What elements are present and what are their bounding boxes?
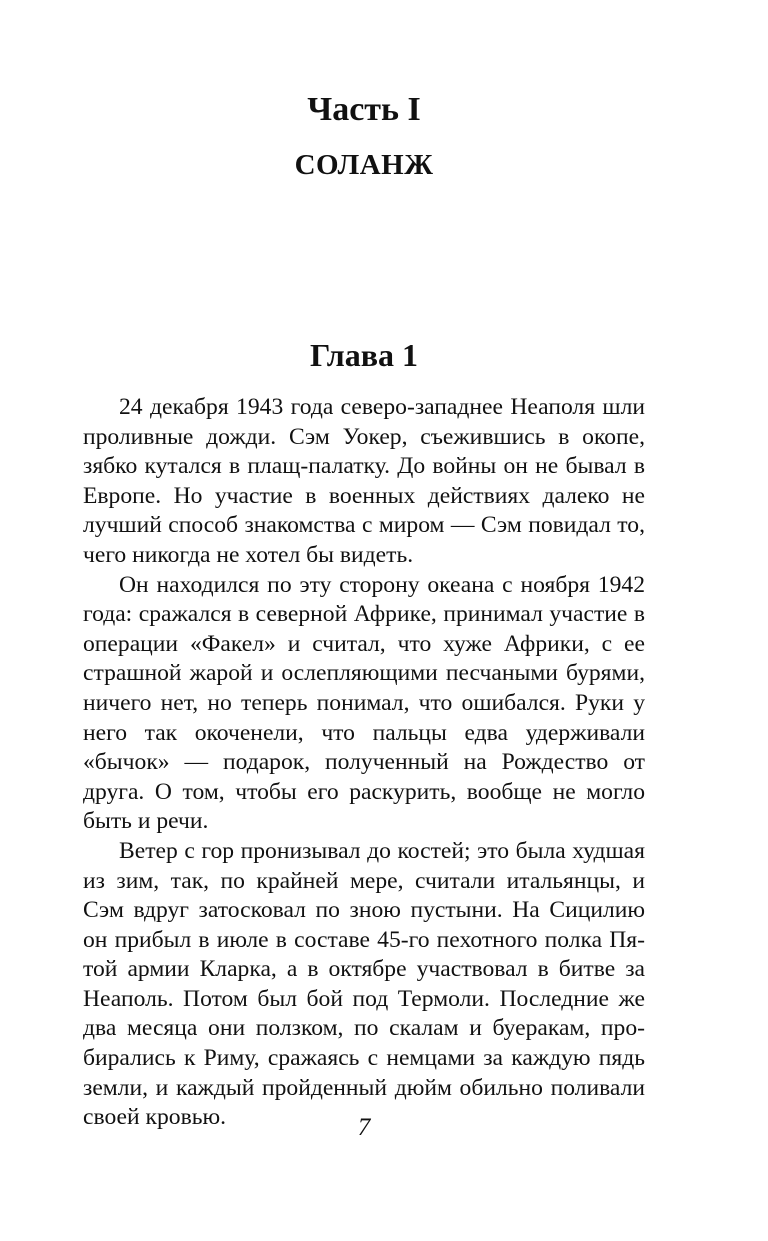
page-number: 7 [357,1114,371,1141]
paragraph-2: Он находился по эту сторону океана с ноября 1942 года: сражался в северной Африке, принимал участие в операции «Факел» и считал, что хуже Африки, с ее страшной жарой и ослепляющими песчаными бурями, ничего нет, но теперь понимал, что ошибался. Руки у него так окоченели, что пальцы едва удерживали «бычок» — подарок, полученный на Рождество от друга. О том, чтобы его раскурить, вообще не могло быть и речи. [83,571,645,835]
paragraph-3: Ветер с гор пронизывал до костей; это была худшая из зим, так, по крайней мере, считали итальянцы, и Сэм вдруг затосковал по зною пустыни. На Сицилию он прибыл в июле в составе 45-го пехотного полка Пятой армии Кларка, а в октябре участвовал в битве за Неаполь. Потом был бой под Термоли. Последние же два месяца они ползком, по скалам и буеракам, пробирались к Риму, сражаясь с немцами за каждую пядь земли, и каждый пройденный дюйм обильно поливали своей кровью. [83,837,645,1131]
paragraph-1: 24 декабря 1943 года северо-западнее Неаполя шли проливные дожди. Сэм Уокер, съежившись в окопе, зябко кутался в плащ-палатку. До войны он не бывал в Европе. Но участие в военных действиях далеко не лучший способ знакомства с миром — Сэм повидал то, чего никогда не хотел бы видеть. [83,394,645,568]
part-title: Часть I [307,91,421,128]
chapter-title: Глава 1 [310,337,418,373]
chapter-body [83,393,645,1133]
part-subtitle: СОЛАНЖ [294,149,434,181]
